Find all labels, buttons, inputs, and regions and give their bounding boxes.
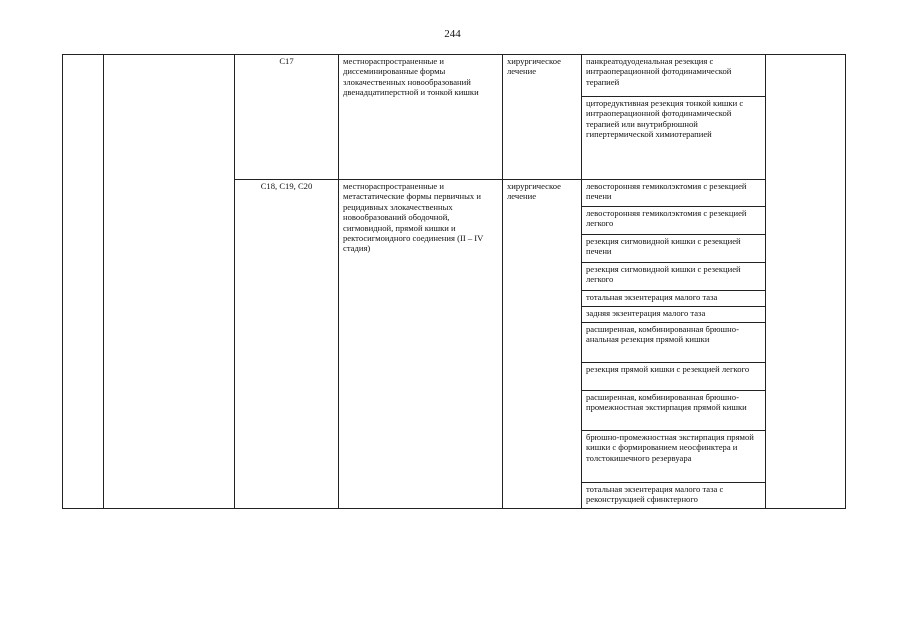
icd-code-cell: C17 bbox=[235, 55, 339, 180]
method-cell: левосторонняя гемиколэктомия с резекцией легкого bbox=[582, 207, 766, 235]
empty-cell-number bbox=[63, 55, 104, 509]
method-cell: брюшно-промежностная экстирпация прямой кишки с формированием неосфинктера и толстокишечного резервуара bbox=[582, 431, 766, 483]
method-cell: резекция сигмовидной кишки с резекцией печени bbox=[582, 235, 766, 263]
treatment-type-cell: хирургическое лечение bbox=[503, 55, 582, 180]
method-cell: задняя экзентерация малого таза bbox=[582, 307, 766, 323]
diagnosis-cell: местнораспространенные и метастатические формы первичных и рецидивных злокачественных новообразований ободочной, сигмовидной, прямой кишки и ректосигмоидного соединения (II – IV стадия) bbox=[339, 180, 503, 509]
method-cell: циторедуктивная резекция тонкой кишки с интраоперационной фотодинамической терапией или внутрибрюшной гипертермической химиотерапией bbox=[582, 97, 766, 180]
method-cell: расширенная, комбинированная брюшно-промежностная экстирпация прямой кишки bbox=[582, 391, 766, 431]
method-cell: левосторонняя гемиколэктомия с резекцией печени bbox=[582, 180, 766, 207]
method-cell: резекция сигмовидной кишки с резекцией легкого bbox=[582, 263, 766, 291]
method-cell: панкреатодуоденальная резекция с интраоперационной фотодинамической терапией bbox=[582, 55, 766, 97]
page-number: 244 bbox=[444, 28, 461, 40]
empty-cell-cost bbox=[766, 55, 846, 509]
method-cell: расширенная, комбинированная брюшно-анальная резекция прямой кишки bbox=[582, 323, 766, 363]
table-row bbox=[63, 55, 846, 97]
method-cell: тотальная экзентерация малого таза bbox=[582, 291, 766, 307]
diagnosis-cell: местнораспространенные и диссеминированные формы злокачественных новообразований двенадцатиперстной и тонкой кишки bbox=[339, 55, 503, 180]
method-cell: тотальная экзентерация малого таза с реконструкцией сфинктерного bbox=[582, 483, 766, 509]
icd-code-cell: C18, C19, C20 bbox=[235, 180, 339, 509]
method-cell: резекция прямой кишки с резекцией легкого bbox=[582, 363, 766, 391]
medical-care-table bbox=[62, 54, 846, 509]
empty-cell-profile bbox=[104, 55, 235, 509]
treatment-type-cell: хирургическое лечение bbox=[503, 180, 582, 509]
